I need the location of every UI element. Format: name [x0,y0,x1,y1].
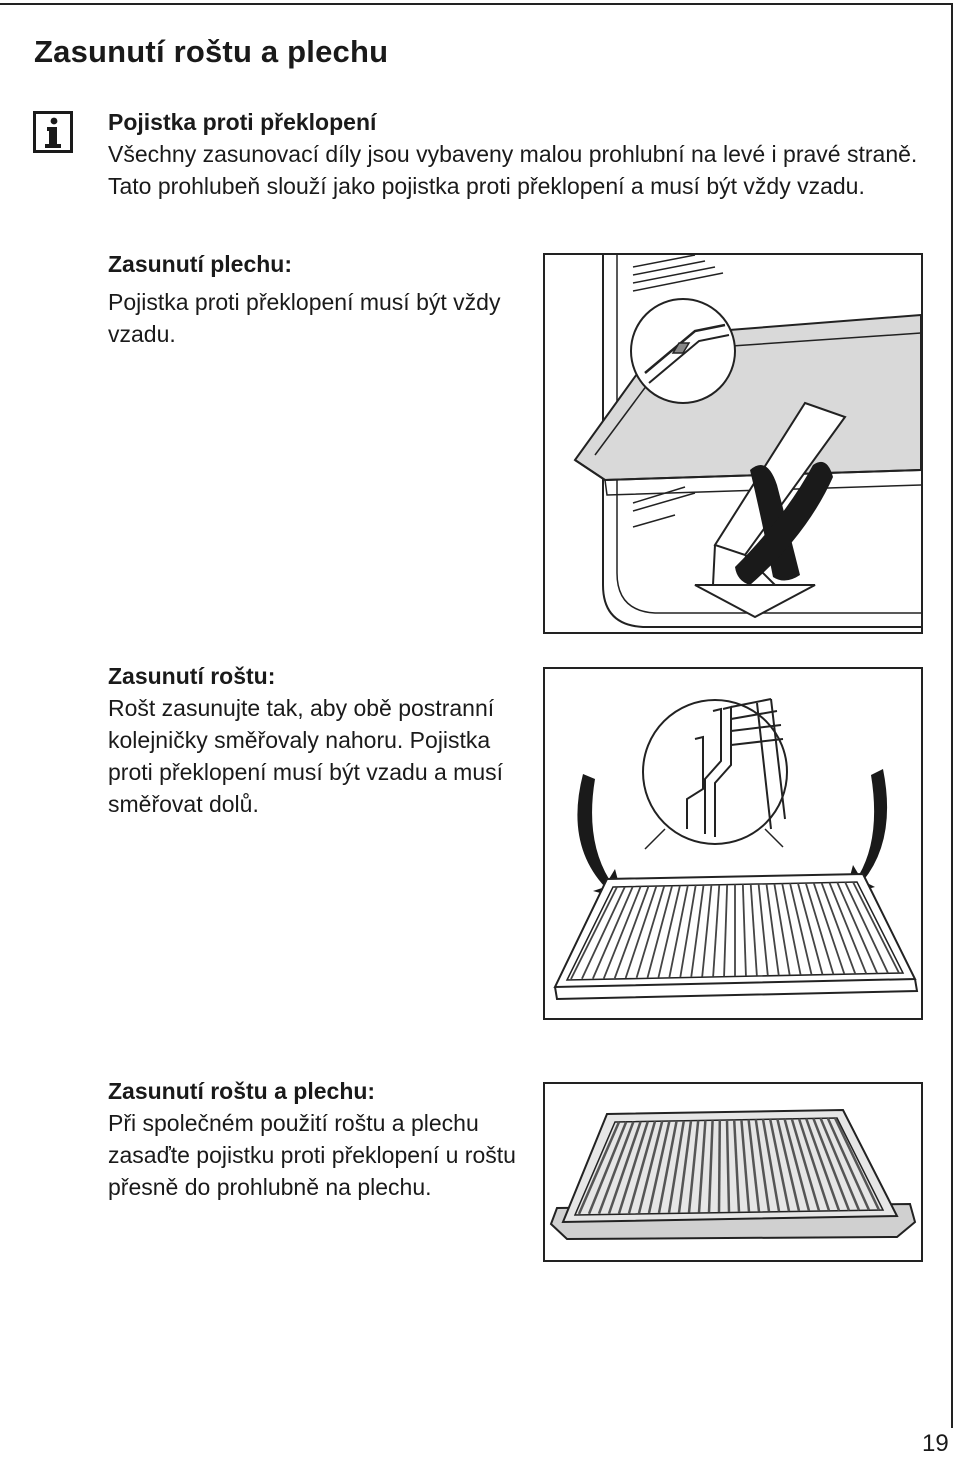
page-number: 19 [922,1430,949,1457]
section-combined-heading: Zasunutí roštu a plechu: [108,1078,376,1104]
section-rack [108,660,528,820]
rack-illustration [543,667,923,1020]
info-note-heading: Pojistka proti překlopení [108,109,377,135]
info-icon [33,111,73,153]
section-tray-text: Pojistka proti překlopení musí být vždy vzadu. [108,289,501,347]
section-rack-text: Rošt zasunujte tak, aby obě postranní kolejničky směřovaly nahoru. Pojistka proti překlopení musí být vzadu a musí směřovat dolů. [108,695,504,817]
info-note-text: Všechny zasunovací díly jsou vybaveny malou prohlubní na levé i pravé straně. Tato prohlubeň slouží jako pojistka proti překlopení a musí být vždy vzadu. [108,141,918,199]
page-border-right [951,3,953,1428]
section-rack-heading: Zasunutí roštu: [108,663,276,689]
page-border-top [0,3,952,5]
section-combined [108,1075,528,1203]
section-tray-heading: Zasunutí plechu: [108,251,292,277]
info-note [108,106,928,202]
tray-illustration [543,253,923,634]
section-combined-text: Při společném použití roštu a plechu zasaďte pojistku proti překlopení u roštu přesně do prohlubně na plechu. [108,1110,516,1200]
rack-and-tray-illustration [543,1082,923,1262]
page-title: Zasunutí roštu a plechu [34,34,389,69]
rack-bar [719,1120,720,1212]
section-tray [108,248,528,350]
